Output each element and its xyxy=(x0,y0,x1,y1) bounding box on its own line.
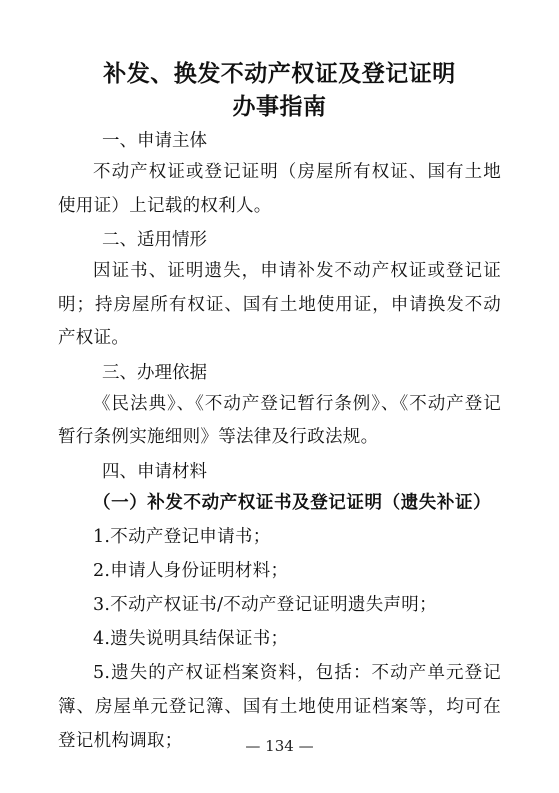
material-item: 4.遗失说明具结保证书； xyxy=(93,628,289,649)
section-paragraph-basis: 《民法典》、《不动产登记暂行条例》、《不动产登记暂行条例实施细则》等法律及行政法规。 xyxy=(58,393,501,447)
material-item: 3.不动产权证书/不动产登记证明遗失声明； xyxy=(93,594,437,615)
section-heading-materials: 四、申请材料 xyxy=(102,461,207,482)
section-heading-applicant: 一、申请主体 xyxy=(102,131,207,151)
section-paragraph-scope: 因证书、证明遗失，申请补发不动产权证或登记证明；持房屋所有权证、国有土地使用证，申请换发不动产权证。 xyxy=(58,261,501,348)
material-item: 2.申请人身份证明材料； xyxy=(93,560,289,581)
materials-subheading: （一）补发不动产权证书及登记证明（遗失补证） xyxy=(93,492,492,513)
document-title xyxy=(58,58,501,124)
title-line-1: 补发、换发不动产权证及登记证明 xyxy=(103,61,456,87)
section-heading-scope: 二、适用情形 xyxy=(102,230,207,250)
material-item: 5.遗失的产权证档案资料，包括：不动产单元登记簿、房屋单元登记簿、国有土地使用证档案等，均可在登记机构调取； xyxy=(58,662,501,751)
page-number: — 134 — xyxy=(245,737,314,755)
section-paragraph-applicant: 不动产权证或登记证明（房屋所有权证、国有土地使用证）上记载的权利人。 xyxy=(58,162,501,216)
title-line-2: 办事指南 xyxy=(232,94,327,120)
material-item: 1.不动产登记申请书； xyxy=(93,526,271,547)
section-heading-basis: 三、办理依据 xyxy=(102,362,207,383)
